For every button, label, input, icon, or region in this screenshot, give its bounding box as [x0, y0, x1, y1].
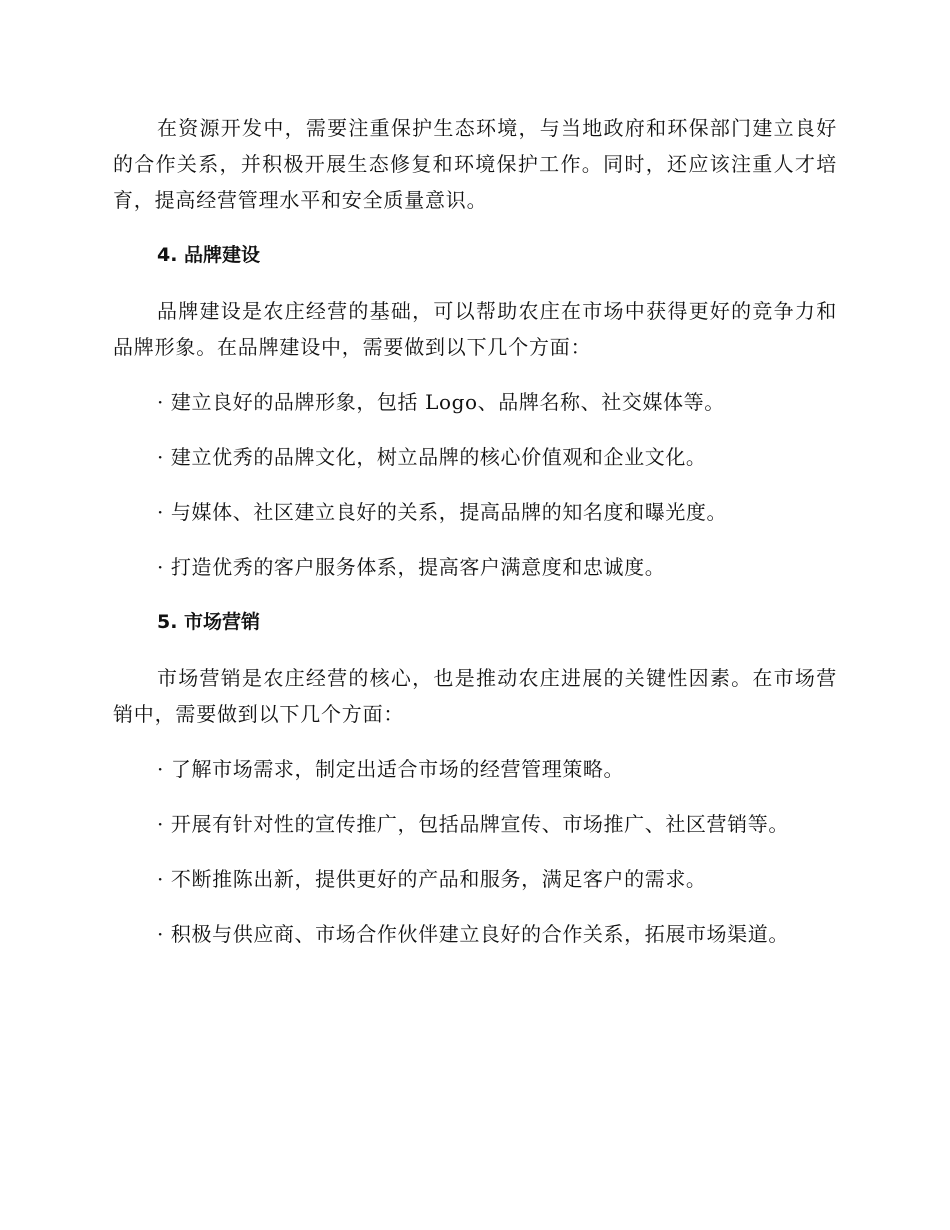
section-4-bullet-1: · 建立良好的品牌形象，包括 Logo、品牌名称、社交媒体等。 — [157, 390, 725, 414]
section-5-bullet-1: · 了解市场需求，制定出适合市场的经营管理策略。 — [157, 757, 625, 781]
section-4-bullet-2: · 建立优秀的品牌文化，树立品牌的核心价值观和企业文化。 — [157, 445, 707, 469]
intro-paragraph: 在资源开发中，需要注重保护生态环境，与当地政府和环保部门建立良好的合作关系，并积极开展生态修复和环境保护工作。同时，还应该注重人才培育，提高经营管理水平和安全质量意识。 — [113, 116, 837, 212]
section-4-heading: 4. 品牌建设 — [157, 244, 261, 266]
section-5-bullet-4: · 积极与供应商、市场合作伙伴建立良好的合作关系，拓展市场渠道。 — [157, 922, 789, 946]
section-4-bullet-3: · 与媒体、社区建立良好的关系，提高品牌的知名度和曝光度。 — [157, 500, 728, 524]
section-5-heading: 5. 市场营销 — [157, 611, 261, 633]
section-5-bullet-2: · 开展有针对性的宣传推广，包括品牌宣传、市场推广、社区营销等。 — [157, 812, 789, 836]
document-body — [113, 110, 837, 952]
section-5-bullet-3: · 不断推陈出新，提供更好的产品和服务，满足客户的需求。 — [157, 867, 707, 891]
section-5-paragraph: 市场营销是农庄经营的核心，也是推动农庄进展的关键性因素。在市场营销中，需要做到以下几个方面： — [113, 666, 837, 726]
section-4-paragraph: 品牌建设是农庄经营的基础，可以帮助农庄在市场中获得更好的竞争力和品牌形象。在品牌建设中，需要做到以下几个方面： — [113, 299, 837, 359]
section-4-bullet-4: · 打造优秀的客户服务体系，提高客户满意度和忠诚度。 — [157, 555, 666, 579]
